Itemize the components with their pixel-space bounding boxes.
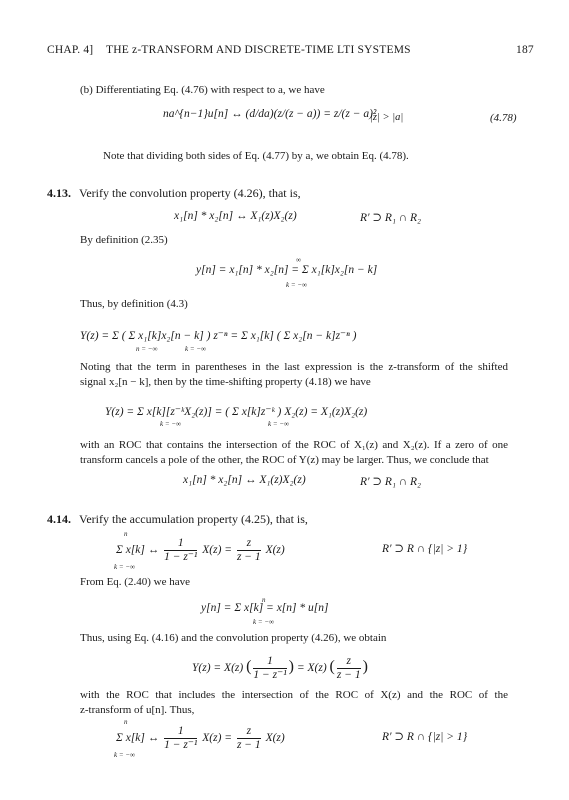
eq-acc-mid: X(z) = — [202, 544, 233, 556]
eq-accf-left: Σ x[k] ↔ — [116, 732, 160, 744]
eq-accf-frac2-num: z — [237, 725, 261, 739]
sum-lower-k: k = −∞ — [185, 345, 207, 353]
eq-4-78 — [163, 108, 376, 120]
sum3-lower-k: k = −∞ — [268, 420, 290, 428]
eq-accf-frac2 — [237, 725, 261, 751]
sum2-lower-k: k = −∞ — [160, 420, 182, 428]
accf-upper-limit: n — [124, 718, 128, 726]
eq-accf-frac2-den: z − 1 — [236, 738, 261, 751]
from-eq-text: From Eq. (2.40) we have — [80, 576, 190, 588]
eq-4-78-label: (4.78) — [490, 112, 517, 124]
eq-accf-roc: R′ ⊃ R ∩ {|z| > 1} — [382, 731, 468, 743]
eq-accf-frac1-den: 1 − z⁻¹ — [164, 738, 198, 751]
problem-4-13-number: 4.13. — [47, 186, 71, 200]
sum-lower-limit: k = −∞ — [286, 281, 308, 289]
eq-Y-frac1-den: 1 − z⁻¹ — [253, 668, 287, 681]
running-title: THE z-TRANSFORM AND DISCRETE-TIME LTI SYSTEMS — [106, 44, 411, 56]
y-lower-limit: k = −∞ — [253, 618, 275, 626]
para-roc-accum-line1: with the ROC that includes the intersection of the ROC of X(z) and the ROC of the — [80, 689, 508, 701]
chapter-label: CHAP. 4] — [47, 44, 94, 56]
sum-upper-limit: ∞ — [296, 256, 301, 264]
eq-acc-roc: R′ ⊃ R ∩ {|z| > 1} — [382, 543, 468, 555]
problem-4-14-text: Verify the accumulation property (4.25), that is, — [79, 512, 308, 526]
acc-upper-limit: n — [124, 530, 128, 538]
thus-using-text: Thus, using Eq. (4.16) and the convolution property (4.26), we obtain — [80, 632, 387, 644]
para-roc-line2: transform cancels a pole of the other, the ROC of Y(z) may be larger. Thus, we conclude that — [80, 454, 489, 466]
eq-acc-frac2-den: z − 1 — [236, 550, 261, 563]
problem-4-14-statement — [47, 512, 308, 527]
eq-acc-frac2-num: z — [237, 537, 261, 551]
part-b-intro: (b) Differentiating Eq. (4.76) with respect to a, we have — [80, 84, 325, 96]
eq-y-def: y[n] = x₁[n] * x₂[n] = Σ x₁[k]x₂[n − k] — [196, 264, 378, 276]
sum-lower-n: n = −∞ — [136, 345, 158, 353]
accf-lower-limit: k = −∞ — [114, 751, 136, 759]
eq-accumulation-property — [116, 534, 285, 566]
eq-y-accum: y[n] = Σ x[k] = x[n] * u[n] — [201, 602, 329, 614]
eq-acc-frac1 — [164, 537, 197, 563]
by-definition-text: By definition (2.35) — [80, 234, 168, 246]
eq-acc-end: X(z) — [265, 544, 285, 556]
eq-Y-accum-mid: = X(z) — [296, 662, 327, 674]
thus-definition-text: Thus, by definition (4.3) — [80, 298, 188, 310]
eq-accf-frac1-num: 1 — [164, 725, 197, 739]
eq-conv-conclusion: x₁[n] * x₂[n] ↔ X₁(z)X₂(z) — [183, 474, 306, 486]
eq-conv-roc: R′ ⊃ R₁ ∩ R₂ — [360, 212, 422, 224]
para-shift-line2: signal x₂[n − k], then by the time-shifting property (4.18) we have — [80, 376, 371, 388]
problem-4-13-text: Verify the convolution property (4.26), that is, — [79, 186, 301, 200]
eq-Y-accum-left: Y(z) = X(z) — [192, 662, 244, 674]
eq-4-78-roc: |z| > |a| — [370, 112, 404, 123]
page-number: 187 — [516, 44, 534, 56]
para-roc-accum-line2: z-transform of u[n]. Thus, — [80, 704, 195, 716]
eq-Y-frac1-num: 1 — [253, 655, 286, 669]
eq-acc-left: Σ x[k] ↔ — [116, 544, 160, 556]
eq-Y-frac1 — [253, 655, 286, 681]
problem-4-13-statement — [47, 186, 301, 201]
eq-acc-frac1-den: 1 − z⁻¹ — [164, 550, 198, 563]
para-shift-line1: Noting that the term in parentheses in the last expression is the z-transform of the shifted — [80, 361, 508, 373]
eq-4-78-text: na^{n−1}u[n] ↔ (d/da)(z/(z − a)) = z/(z − a)² — [163, 108, 377, 120]
eq-Y-accum: Y(z) = X(z) ( $\frac{1}{\text{1 − z⁻¹}}$ ) = X(z) ( $\frac{z}{z - 1}$ ) — [192, 655, 368, 681]
eq-acc-frac2 — [237, 537, 261, 563]
eq-accf-frac1 — [164, 725, 197, 751]
part-b-note: Note that dividing both sides of Eq. (4.77) by a, we obtain Eq. (4.78). — [103, 150, 409, 162]
para-roc-line1: with an ROC that contains the intersection of the ROC of X₁(z) and X₂(z). If a zero of one — [80, 439, 508, 451]
eq-accf-mid: X(z) = — [202, 732, 233, 744]
acc-lower-limit: k = −∞ — [114, 563, 136, 571]
y-upper-limit: n — [262, 596, 266, 604]
eq-Y-frac2-num: z — [337, 655, 361, 669]
eq-Y-frac2 — [337, 655, 361, 681]
eq-Y-frac2-den: z − 1 — [336, 668, 361, 681]
eq-accumulation-final — [116, 722, 285, 754]
eq-Y-product: Y(z) = Σ x[k][z⁻ᵏX₂(z)] = ( Σ x[k]z⁻ᵏ ) X₂(z) = X₁(z)X₂(z) — [105, 406, 368, 418]
problem-4-14-number: 4.14. — [47, 512, 71, 526]
eq-Y-expansion: Y(z) = Σ ( Σ x₁[k]x₂[n − k] ) z⁻ⁿ = Σ x₁[k] ( Σ x₂[n − k]z⁻ⁿ ) — [80, 330, 357, 342]
eq-accf-end: X(z) — [265, 732, 285, 744]
eq-conv-property: x₁[n] * x₂[n] ↔ X₁(z)X₂(z) — [174, 210, 297, 222]
eq-acc-frac1-num: 1 — [164, 537, 197, 551]
eq-conv-conclusion-roc: R′ ⊃ R₁ ∩ R₂ — [360, 476, 422, 488]
